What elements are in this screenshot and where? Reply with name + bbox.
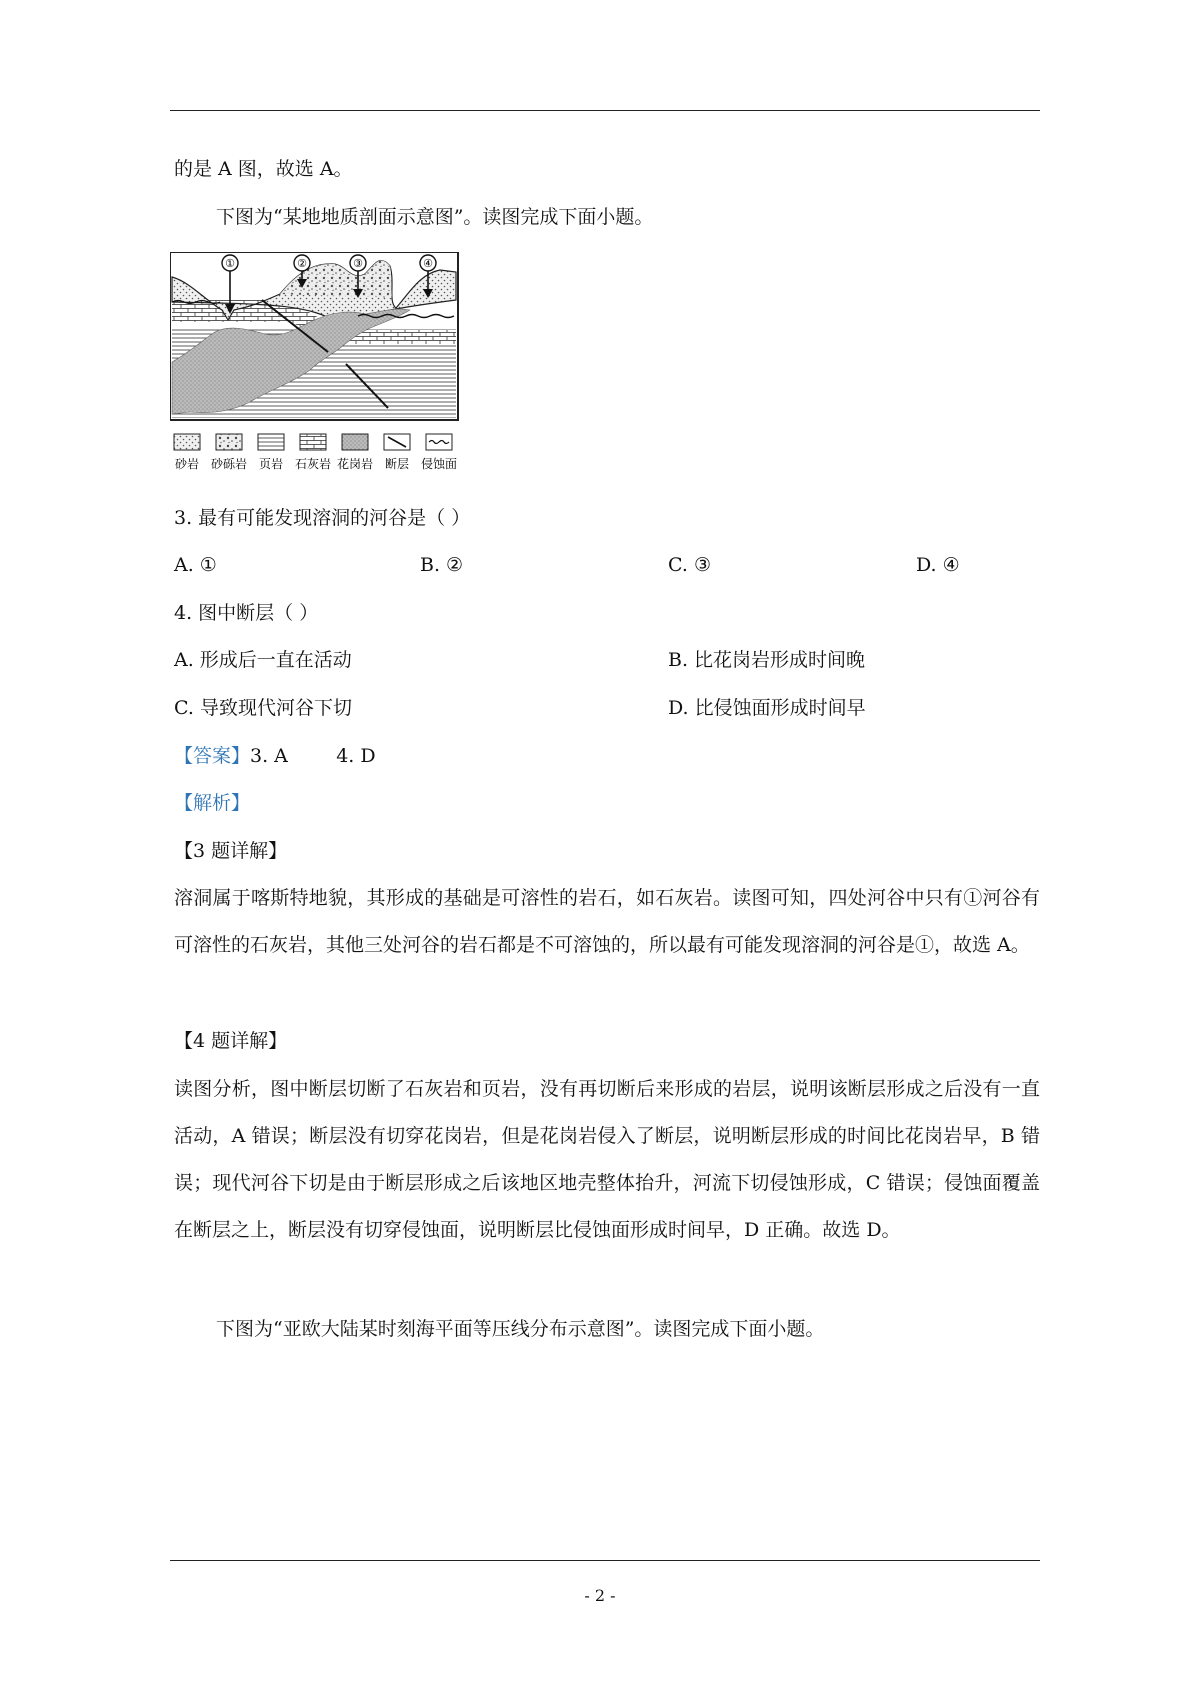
analysis-label: 【解析】 — [174, 792, 251, 814]
q4-stem: 4. 图中断层（ ） — [174, 602, 319, 624]
q4-option-b: B. 比花岗岩形成时间晚 — [668, 649, 866, 671]
detail3-text: 溶洞属于喀斯特地貌，其形成的基础是可溶性的岩石，如石灰岩。读图可知，四处河谷中只有①河谷有可溶性的石灰岩，其他三处河谷的岩石都是不可溶蚀的，所以最有可能发现溶洞的河谷是①，故选 A。 — [174, 887, 1040, 956]
detail3-title: 【3 题详解】 — [174, 840, 288, 862]
svg-text:①: ① — [225, 257, 235, 270]
svg-text:②: ② — [297, 257, 307, 270]
svg-text:④: ④ — [423, 257, 433, 270]
q4-option-a: A. 形成后一直在活动 — [174, 649, 352, 671]
svg-text:断层: 断层 — [384, 457, 410, 471]
q3-stem: 3. 最有可能发现溶洞的河谷是（ ） — [174, 507, 471, 529]
svg-text:页岩: 页岩 — [258, 457, 284, 471]
svg-text:砂岩: 砂岩 — [174, 457, 200, 471]
figure1-caption: 下图为“某地地质剖面示意图”。读图完成下面小题。 — [216, 206, 654, 228]
q4-option-c: C. 导致现代河谷下切 — [174, 697, 352, 719]
svg-text:砂砾岩: 砂砾岩 — [210, 457, 248, 471]
figure2-caption: 下图为“亚欧大陆某时刻海平面等压线分布示意图”。读图完成下面小题。 — [216, 1318, 825, 1340]
header-rule — [170, 110, 1040, 111]
legend — [174, 434, 457, 471]
detail4-text: 读图分析，图中断层切断了石灰岩和页岩，没有再切断后来形成的岩层，说明该断层形成之后没有一直活动，A 错误；断层没有切穿花岗岩，但是花岗岩侵入了断层，说明断层形成的时间比花岗岩早，B 错误；现代河谷下切是由于断层形成之后该地区地壳整体抬升，河流下切侵蚀形成，C 错误；侵蚀面覆盖在断层之上，断层没有切穿侵蚀面，说明断层比侵蚀面形成时间早，D 正确。故选 D。 — [174, 1078, 1040, 1241]
intro-tail: 的是 A 图，故选 A。 — [174, 158, 353, 180]
answer-text: 3. A 4. D — [250, 745, 376, 767]
svg-text:花岗岩: 花岗岩 — [336, 457, 374, 471]
footer-rule — [170, 1560, 1040, 1561]
q3-option-b: B. ② — [420, 554, 464, 576]
answer-line — [174, 744, 376, 768]
q4-option-d: D. 比侵蚀面形成时间早 — [668, 697, 866, 719]
page-number: - 2 - — [584, 1586, 616, 1605]
q3-option-d: D. ④ — [916, 554, 960, 576]
answer-label: 【答案】 — [174, 745, 251, 767]
svg-text:③: ③ — [353, 257, 363, 270]
detail4-title: 【4 题详解】 — [174, 1030, 288, 1052]
q3-option-a: A. ① — [174, 554, 217, 576]
q3-option-c: C. ③ — [668, 554, 711, 576]
geology-figure — [170, 252, 510, 482]
svg-text:侵蚀面: 侵蚀面 — [420, 457, 458, 471]
svg-text:石灰岩: 石灰岩 — [294, 457, 332, 471]
